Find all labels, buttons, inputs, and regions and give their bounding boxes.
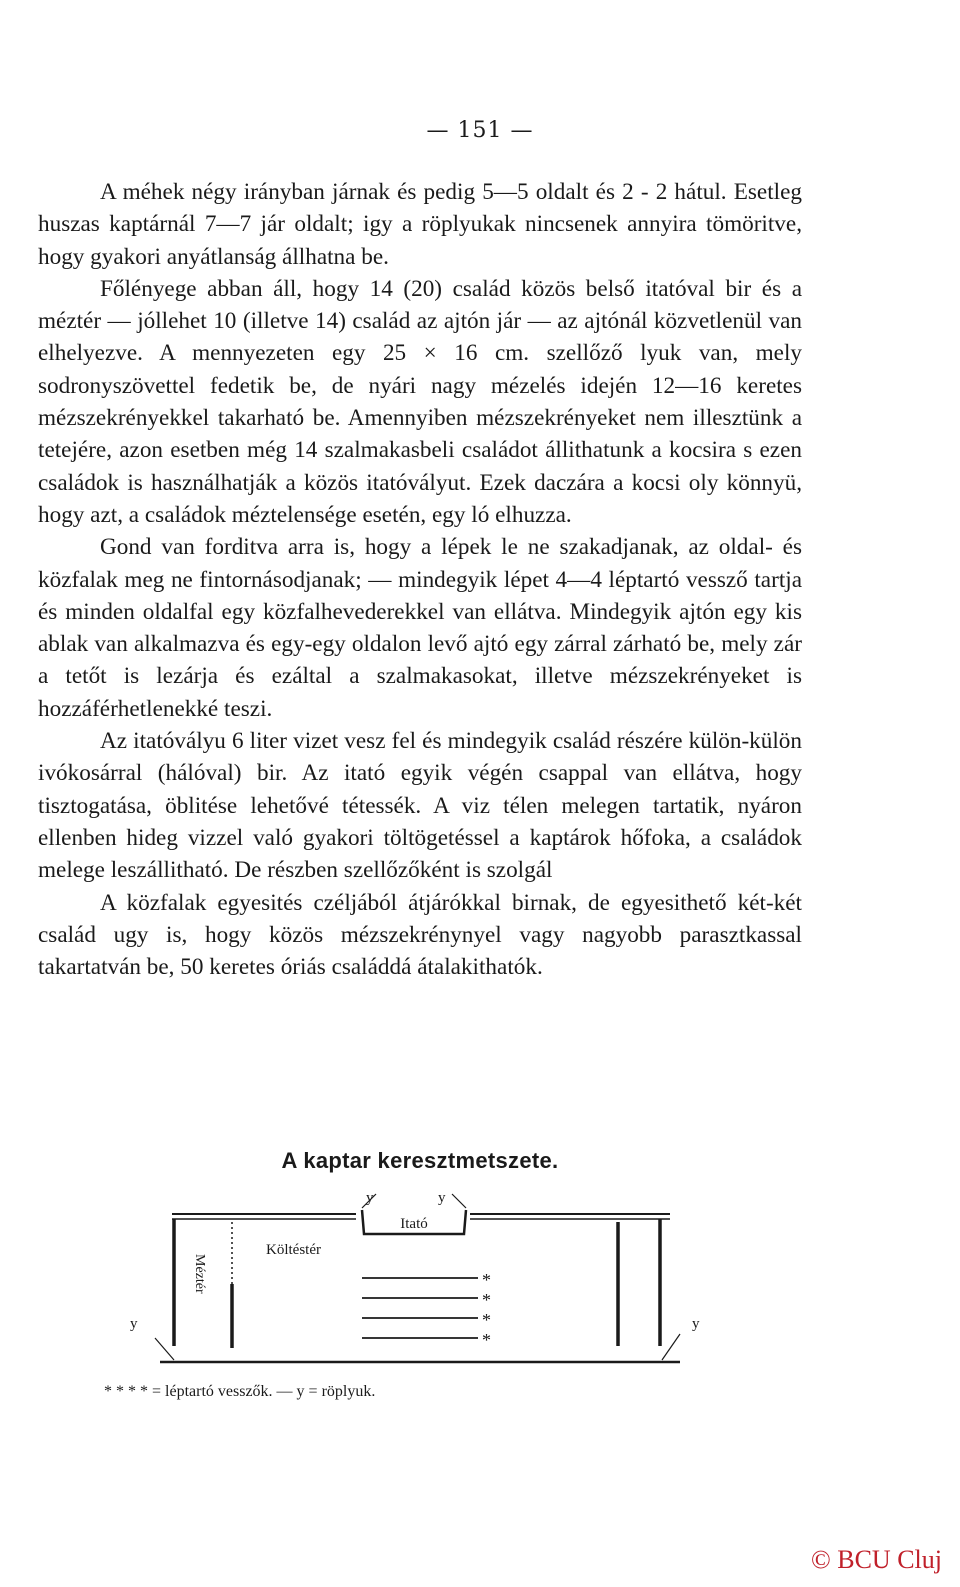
rod-marker-3: * — [482, 1310, 491, 1330]
rod-marker-4: * — [482, 1330, 491, 1350]
rod-marker-2: * — [482, 1290, 491, 1310]
body-text — [38, 176, 802, 983]
flight-hole-label-left: y — [130, 1316, 138, 1332]
diagram-svg — [100, 1188, 740, 1418]
flight-hole-arrow-top-right — [452, 1194, 466, 1208]
hive-cross-section-diagram — [100, 1188, 740, 1418]
paragraph-1: A méhek négy irányban járnak és pedig 5—5 oldalt és 2 - 2 hátul. Esetleg huszas kaptárnál 7—7 jár oldalt; igy a röplyukak nincsenek annyira tömöritve, hogy gyakori anyátlanság állhatna be. — [38, 179, 802, 270]
flight-hole-label-top-right: y — [438, 1190, 446, 1206]
diagram-title: A kaptar keresztmetszete. — [281, 1148, 559, 1173]
library-watermark: © BCU Cluj — [810, 1545, 942, 1574]
brood-chamber-label: Költéstér — [266, 1242, 321, 1258]
trough-label: Itató — [400, 1216, 428, 1232]
rod-marker-1: * — [482, 1270, 491, 1290]
flight-hole-label-top-left: y — [366, 1190, 374, 1206]
page-number: — 151 — — [426, 118, 534, 143]
paragraph-2: Főlényege abban áll, hogy 14 (20) család közös belső itatóval bir és a méztér — jóllehet 10 (illetve 14) család az ajtón jár — az ajtónál közvetlenül van elhelyezve. A mennyezeten egy 25 × 16 cm. szellőző lyuk van, mely sodronyszövettel fedetik be, de nyári nagy mézelés idején 12—16 keretes mézszekrényekkel takarható be. Amennyiben mézszekrényeket nem illesztünk a tetejére, azon esetben még 14 szalmakasbeli családot állithatunk a kocsira s ezen családok is használhatják a közös itatóvályut. Ezek daczára a kocsi oly könnyü, hogy azt, a családok méztelensége esetén, egy ló elhuzza. — [38, 275, 802, 528]
honey-chamber-label: Méztér — [192, 1254, 207, 1294]
paragraph-3: Gond van forditva arra is, hogy a lépek le ne szakadjanak, az oldal- és közfalak meg ne fintornásodjanak; — mindegyik lépet 4—4 léptartó vessző tartja és minden oldalfal egy közfalhevederekkel van ellátva. Mindegyik ajtón egy kis ablak van alkalmazva és egy-egy oldalon levő ajtó egy zárral zárható be, mely zár a tetőt is lezárja és ezáltal a szalmakasokat, illetve mézszekrényeket is hozzáférhetlenekké teszi. — [38, 534, 802, 722]
paragraph-4: Az itatóvályu 6 liter vizet vesz fel és mindegyik család részére külön-külön ivókosárral (hálóval) bir. Az itató egyik végén csappal van ellátva, hogy tisztogatása, öblitése lehetővé tétessék. A viz télen melegen tartatik, nyáron ellenben hideg vizzel való gyakori töltögetéssel a kaptárok hőfoka, a családok melege leszállitható. De részben szellőzőként is szolgál — [38, 728, 802, 884]
diagram-legend: * * * * = léptartó vesszők. — y = röplyuk. — [104, 1383, 376, 1400]
paragraph-5: A közfalak egyesités czéljából átjárókkal birnak, de egyesithető két-két család ugy is, hogy közös mézszekrénynyel vagy nagyobb parasztkassal takartatván be, 50 keretes óriás családdá átalakithatók. — [38, 889, 802, 981]
flight-hole-label-right: y — [692, 1316, 700, 1332]
flight-hole-arrow-left — [155, 1338, 174, 1360]
flight-hole-arrow-right — [662, 1334, 680, 1360]
